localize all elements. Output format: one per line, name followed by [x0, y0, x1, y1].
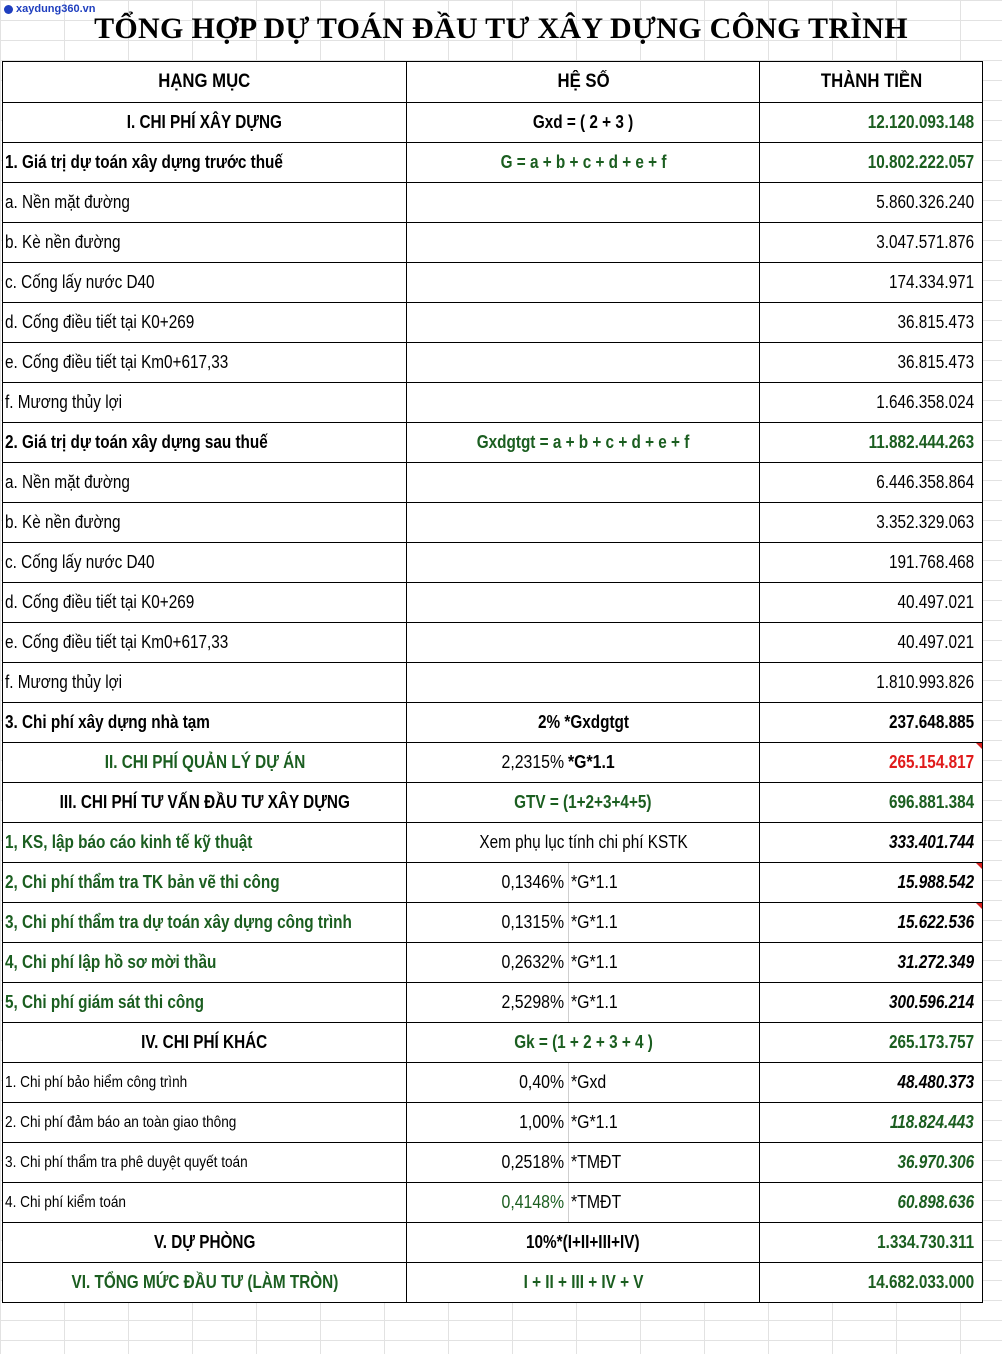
coef-base: *G*1.1: [571, 912, 618, 932]
coef-cell[interactable]: 2% *Gxdgtgt: [407, 703, 760, 743]
item-cell[interactable]: 1, KS, lập báo cáo kinh tế kỹ thuật: [3, 823, 407, 863]
item-cell[interactable]: 2, Chi phí thẩm tra TK bản vẽ thi công: [3, 863, 407, 903]
header-item[interactable]: HẠNG MỤC: [3, 62, 407, 103]
table-row: [3, 623, 983, 663]
item-cell[interactable]: VI. TỔNG MỨC ĐẦU TƯ (LÀM TRÒN): [3, 1263, 407, 1303]
coef-base: *TMĐT: [571, 1192, 622, 1212]
amount-cell[interactable]: 36.815.473: [760, 303, 983, 343]
amount-cell[interactable]: 265.173.757: [760, 1023, 983, 1063]
coef-rate: 2,5298%: [501, 992, 565, 1012]
item-cell[interactable]: V. DỰ PHÒNG: [3, 1223, 407, 1263]
coef-rate: 0,2632%: [501, 952, 565, 972]
coef-cell[interactable]: [407, 183, 760, 223]
amount-cell[interactable]: 118.824.443: [760, 1103, 983, 1143]
coef-rate: 0,4148%: [501, 1192, 565, 1212]
table-row: [3, 223, 983, 263]
table-row: [3, 663, 983, 703]
table-row: [3, 1263, 983, 1303]
header-coef[interactable]: HỆ SỐ: [407, 62, 760, 103]
coef-rate: 0,1315%: [501, 912, 565, 932]
amount-cell[interactable]: 36.815.473: [760, 343, 983, 383]
coef-base: *G*1.1: [571, 952, 618, 972]
amount-cell[interactable]: 10.802.222.057: [760, 143, 983, 183]
cost-summary-table: [2, 61, 983, 1303]
coef-cell[interactable]: 10%*(I+II+III+IV): [407, 1223, 760, 1263]
item-cell[interactable]: a. Nền mặt đường: [3, 183, 407, 223]
item-cell[interactable]: IV. CHI PHÍ KHÁC: [3, 1023, 407, 1063]
amount-cell[interactable]: 48.480.373: [760, 1063, 983, 1103]
coef-cell[interactable]: [407, 663, 760, 703]
coef-cell[interactable]: [407, 1063, 760, 1103]
table-row: [3, 263, 983, 303]
amount-cell[interactable]: 15.622.536: [760, 903, 983, 943]
table-row: [3, 143, 983, 183]
item-cell[interactable]: c. Cống lấy nước D40: [3, 263, 407, 303]
coef-cell[interactable]: Gxd = ( 2 + 3 ): [407, 103, 760, 143]
coef-cell[interactable]: I + II + III + IV + V: [407, 1263, 760, 1303]
coef-base: *Gxd: [571, 1072, 607, 1092]
table-row: [3, 983, 983, 1023]
amount-cell[interactable]: 40.497.021: [760, 583, 983, 623]
table-row: [3, 303, 983, 343]
item-cell[interactable]: 5, Chi phí giám sát thi công: [3, 983, 407, 1023]
table-row: [3, 503, 983, 543]
coef-cell[interactable]: Xem phụ lục tính chi phí KSTK: [407, 823, 760, 863]
table-row: [3, 783, 983, 823]
table-row: [3, 103, 983, 143]
amount-cell[interactable]: 11.882.444.263: [760, 423, 983, 463]
coef-cell[interactable]: [407, 503, 760, 543]
header-row: [3, 62, 983, 103]
coef-cell[interactable]: G = a + b + c + d + e + f: [407, 143, 760, 183]
table-row: [3, 823, 983, 863]
amount-cell[interactable]: 6.446.358.864: [760, 463, 983, 503]
header-amount[interactable]: THÀNH TIỀN: [760, 62, 983, 103]
coef-cell[interactable]: [407, 1103, 760, 1143]
coef-base: *G*1.1: [571, 992, 618, 1012]
coef-cell[interactable]: [407, 863, 760, 903]
coef-base: *G*1.1: [568, 752, 615, 772]
item-cell[interactable]: 2. Chi phí đảm báo an toàn giao thông: [3, 1103, 407, 1143]
coef-base: *G*1.1: [571, 872, 618, 892]
coef-rate: 0,40%: [519, 1072, 565, 1092]
item-cell[interactable]: 1. Giá trị dự toán xây dựng trước thuế: [3, 143, 407, 183]
coef-cell[interactable]: [407, 343, 760, 383]
coef-rate: 2,2315%: [501, 752, 565, 772]
item-cell[interactable]: b. Kè nền đường: [3, 223, 407, 263]
item-cell[interactable]: III. CHI PHÍ TƯ VẤN ĐẦU TƯ XÂY DỰNG: [3, 783, 407, 823]
item-cell[interactable]: d. Cống điều tiết tại K0+269: [3, 303, 407, 343]
amount-cell[interactable]: 237.648.885: [760, 703, 983, 743]
item-cell[interactable]: f. Mương thủy lợi: [3, 663, 407, 703]
item-cell[interactable]: 2. Giá trị dự toán xây dựng sau thuế: [3, 423, 407, 463]
table-row: [3, 463, 983, 503]
amount-cell[interactable]: 5.860.326.240: [760, 183, 983, 223]
table-row: [3, 943, 983, 983]
coef-cell[interactable]: [407, 263, 760, 303]
amount-cell[interactable]: 12.120.093.148: [760, 103, 983, 143]
table-row: [3, 863, 983, 903]
table-row: [3, 183, 983, 223]
table-row: [3, 383, 983, 423]
amount-cell[interactable]: 265.154.817: [760, 743, 983, 783]
item-cell[interactable]: I. CHI PHÍ XÂY DỰNG: [3, 103, 407, 143]
item-cell[interactable]: 1. Chi phí bảo hiểm công trình: [3, 1063, 407, 1103]
item-cell[interactable]: 4. Chi phí kiểm toán: [3, 1183, 407, 1223]
amount-cell[interactable]: 191.768.468: [760, 543, 983, 583]
coef-cell[interactable]: Gxdgtgt = a + b + c + d + e + f: [407, 423, 760, 463]
table-row: [3, 703, 983, 743]
item-cell[interactable]: f. Mương thủy lợi: [3, 383, 407, 423]
item-cell[interactable]: e. Cống điều tiết tại Km0+617,33: [3, 623, 407, 663]
table-row: [3, 343, 983, 383]
amount-cell[interactable]: 15.988.542: [760, 863, 983, 903]
coef-rate: 0,2518%: [501, 1152, 565, 1172]
coef-cell[interactable]: [407, 1143, 760, 1183]
coef-cell[interactable]: [407, 583, 760, 623]
coef-cell[interactable]: [407, 543, 760, 583]
table-row: [3, 903, 983, 943]
item-cell[interactable]: 4, Chi phí lập hồ sơ mời thầu: [3, 943, 407, 983]
coef-cell[interactable]: [407, 223, 760, 263]
item-cell[interactable]: a. Nền mặt đường: [3, 463, 407, 503]
coef-base: *TMĐT: [571, 1152, 622, 1172]
amount-cell[interactable]: 1.646.358.024: [760, 383, 983, 423]
table-row: [3, 1103, 983, 1143]
item-cell[interactable]: e. Cống điều tiết tại Km0+617,33: [3, 343, 407, 383]
coef-cell[interactable]: [407, 383, 760, 423]
coef-cell[interactable]: Gk = (1 + 2 + 3 + 4 ): [407, 1023, 760, 1063]
item-cell[interactable]: d. Cống điều tiết tại K0+269: [3, 583, 407, 623]
item-cell[interactable]: 3, Chi phí thẩm tra dự toán xây dựng công trình: [3, 903, 407, 943]
amount-cell[interactable]: 3.352.329.063: [760, 503, 983, 543]
coef-rate: 1,00%: [519, 1112, 565, 1132]
item-cell[interactable]: II. CHI PHÍ QUẢN LÝ DỰ ÁN: [3, 743, 407, 783]
coef-cell[interactable]: [407, 1183, 760, 1223]
amount-cell[interactable]: 1.810.993.826: [760, 663, 983, 703]
amount-cell[interactable]: 40.497.021: [760, 623, 983, 663]
item-cell[interactable]: b. Kè nền đường: [3, 503, 407, 543]
table-row: [3, 543, 983, 583]
table-row: [3, 743, 983, 783]
amount-cell[interactable]: 333.401.744: [760, 823, 983, 863]
amount-cell[interactable]: 3.047.571.876: [760, 223, 983, 263]
table-row: [3, 1023, 983, 1063]
table-row: [3, 1063, 983, 1103]
amount-cell[interactable]: 696.881.384: [760, 783, 983, 823]
coef-cell[interactable]: [407, 983, 760, 1023]
amount-cell[interactable]: 1.334.730.311: [760, 1223, 983, 1263]
item-cell[interactable]: 3. Chi phí xây dựng nhà tạm: [3, 703, 407, 743]
coef-cell[interactable]: [407, 743, 760, 783]
table-row: [3, 1143, 983, 1183]
amount-cell[interactable]: 174.334.971: [760, 263, 983, 303]
amount-cell[interactable]: 60.898.636: [760, 1183, 983, 1223]
amount-cell[interactable]: 36.970.306: [760, 1143, 983, 1183]
coef-cell[interactable]: [407, 943, 760, 983]
site-logo-text: xaydung360.vn: [16, 3, 96, 15]
coef-base: *G*1.1: [571, 1112, 618, 1132]
coef-cell[interactable]: [407, 903, 760, 943]
item-cell[interactable]: 3. Chi phí thẩm tra phê duyệt quyết toán: [3, 1143, 407, 1183]
amount-cell[interactable]: 300.596.214: [760, 983, 983, 1023]
table-row: [3, 1183, 983, 1223]
coef-cell[interactable]: [407, 463, 760, 503]
coef-rate: 0,1346%: [501, 872, 565, 892]
table-row: [3, 583, 983, 623]
page-title: TỔNG HỢP DỰ TOÁN ĐẦU TƯ XÂY DỰNG CÔNG TRÌNH: [94, 12, 908, 45]
amount-cell[interactable]: 14.682.033.000: [760, 1263, 983, 1303]
table-row: [3, 423, 983, 463]
coef-cell[interactable]: [407, 303, 760, 343]
table-row: [3, 1223, 983, 1263]
coef-cell[interactable]: GTV = (1+2+3+4+5): [407, 783, 760, 823]
amount-cell[interactable]: 31.272.349: [760, 943, 983, 983]
item-cell[interactable]: c. Cống lấy nước D40: [3, 543, 407, 583]
coef-cell[interactable]: [407, 623, 760, 663]
